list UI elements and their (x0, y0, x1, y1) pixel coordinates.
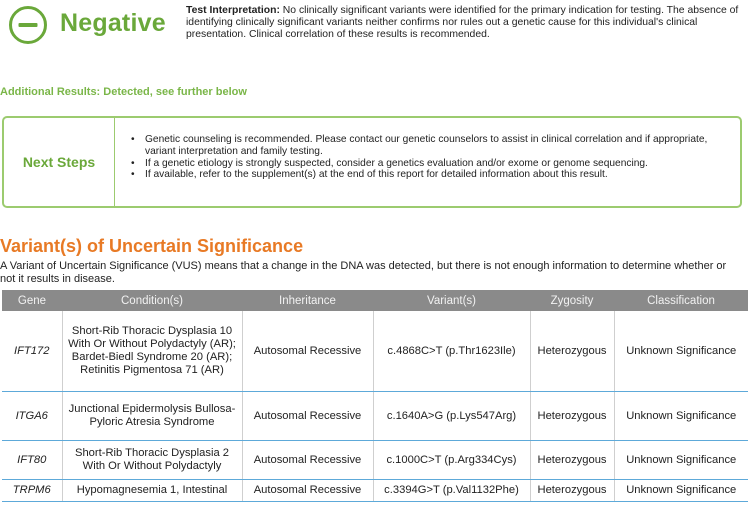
variant-cell: c.4868C>T (p.Thr1623Ile) (373, 311, 530, 392)
vus-section-title: Variant(s) of Uncertain Significance (0, 236, 304, 256)
minus-circle-icon (8, 5, 48, 45)
zygosity-cell: Heterozygous (530, 480, 614, 502)
additional-results: Additional Results: Detected, see further below (0, 86, 247, 98)
classification-cell: Unknown Significance (614, 441, 748, 480)
result-label: Negative (60, 9, 166, 37)
column-header-inheritance: Inheritance (242, 290, 373, 311)
next-step-item (131, 169, 728, 181)
classification-cell: Unknown Significance (614, 392, 748, 441)
next-steps-list (115, 118, 740, 206)
next-step-text: If a genetic etiology is strongly suspected, consider a genetics evaluation and/or exome or genome sequencing. (145, 157, 648, 169)
next-step-item (131, 134, 728, 158)
zygosity-cell: Heterozygous (530, 392, 614, 441)
column-header-classification: Classification (614, 290, 748, 311)
condition-cell: Short-Rib Thoracic Dysplasia 10 With Or Without Polydactyly (AR); Bardet-Biedl Syndrome 20 (AR); Retinitis Pigmentosa 71 (AR) (62, 311, 242, 392)
inheritance-cell: Autosomal Recessive (242, 311, 373, 392)
column-header-zygosity: Zygosity (530, 290, 614, 311)
table-row (2, 311, 748, 392)
gene-cell: IFT172 (2, 311, 62, 392)
gene-cell: IFT80 (2, 441, 62, 480)
column-header-conditions: Condition(s) (62, 290, 242, 311)
table-row (2, 441, 748, 480)
next-step-text: If available, refer to the supplement(s) at the end of this report for detailed information about this result. (145, 169, 608, 181)
condition-cell: Junctional Epidermolysis Bullosa- Pyloric Atresia Syndrome (62, 392, 242, 441)
inheritance-cell: Autosomal Recessive (242, 392, 373, 441)
result-badge (8, 5, 173, 45)
variant-cell: c.1000C>T (p.Arg334Cys) (373, 441, 530, 480)
test-interpretation (186, 5, 746, 42)
zygosity-cell: Heterozygous (530, 311, 614, 392)
result-summary (8, 2, 748, 48)
inheritance-cell: Autosomal Recessive (242, 480, 373, 502)
inheritance-cell: Autosomal Recessive (242, 441, 373, 480)
bullet-icon: • (131, 157, 135, 169)
next-step-text: Genetic counseling is recommended. Please contact our genetic counselors to assist in clinical correlation and if appropriate, variant interpretation and family testing. (145, 134, 708, 157)
column-header-gene: Gene (2, 290, 62, 311)
interpretation-heading: Test Interpretation: (186, 5, 280, 16)
classification-cell: Unknown Significance (614, 311, 748, 392)
next-steps-box (2, 116, 742, 208)
vus-table (2, 290, 748, 502)
interpretation-text: No clinically significant variants were identified for the primary indication for testing. The absence of identifying clinically significant variants neither confirms nor rules out a genetic cause for this individual's clinical presentation. Clinical correlation of these results is recommended. (186, 5, 739, 41)
gene-cell: TRPM6 (2, 480, 62, 502)
next-step-item (131, 158, 728, 170)
table-row (2, 392, 748, 441)
classification-cell: Unknown Significance (614, 480, 748, 502)
table-row (2, 480, 748, 502)
variant-cell: c.3394G>T (p.Val1132Phe) (373, 480, 530, 502)
condition-cell: Hypomagnesemia 1, Intestinal (62, 480, 242, 502)
bullet-icon: • (131, 134, 135, 145)
table-header-row (2, 290, 748, 311)
gene-cell: ITGA6 (2, 392, 62, 441)
bullet-icon: • (131, 169, 135, 181)
zygosity-cell: Heterozygous (530, 441, 614, 480)
vus-description: A Variant of Uncertain Significance (VUS) means that a change in the DNA was detected, but there is not enough information to determine whether or not it results in disease. (0, 260, 727, 285)
next-steps-label: Next Steps (4, 118, 115, 206)
condition-cell: Short-Rib Thoracic Dysplasia 2 With Or Without Polydactyly (62, 441, 242, 480)
column-header-variants: Variant(s) (373, 290, 530, 311)
variant-cell: c.1640A>G (p.Lys547Arg) (373, 392, 530, 441)
